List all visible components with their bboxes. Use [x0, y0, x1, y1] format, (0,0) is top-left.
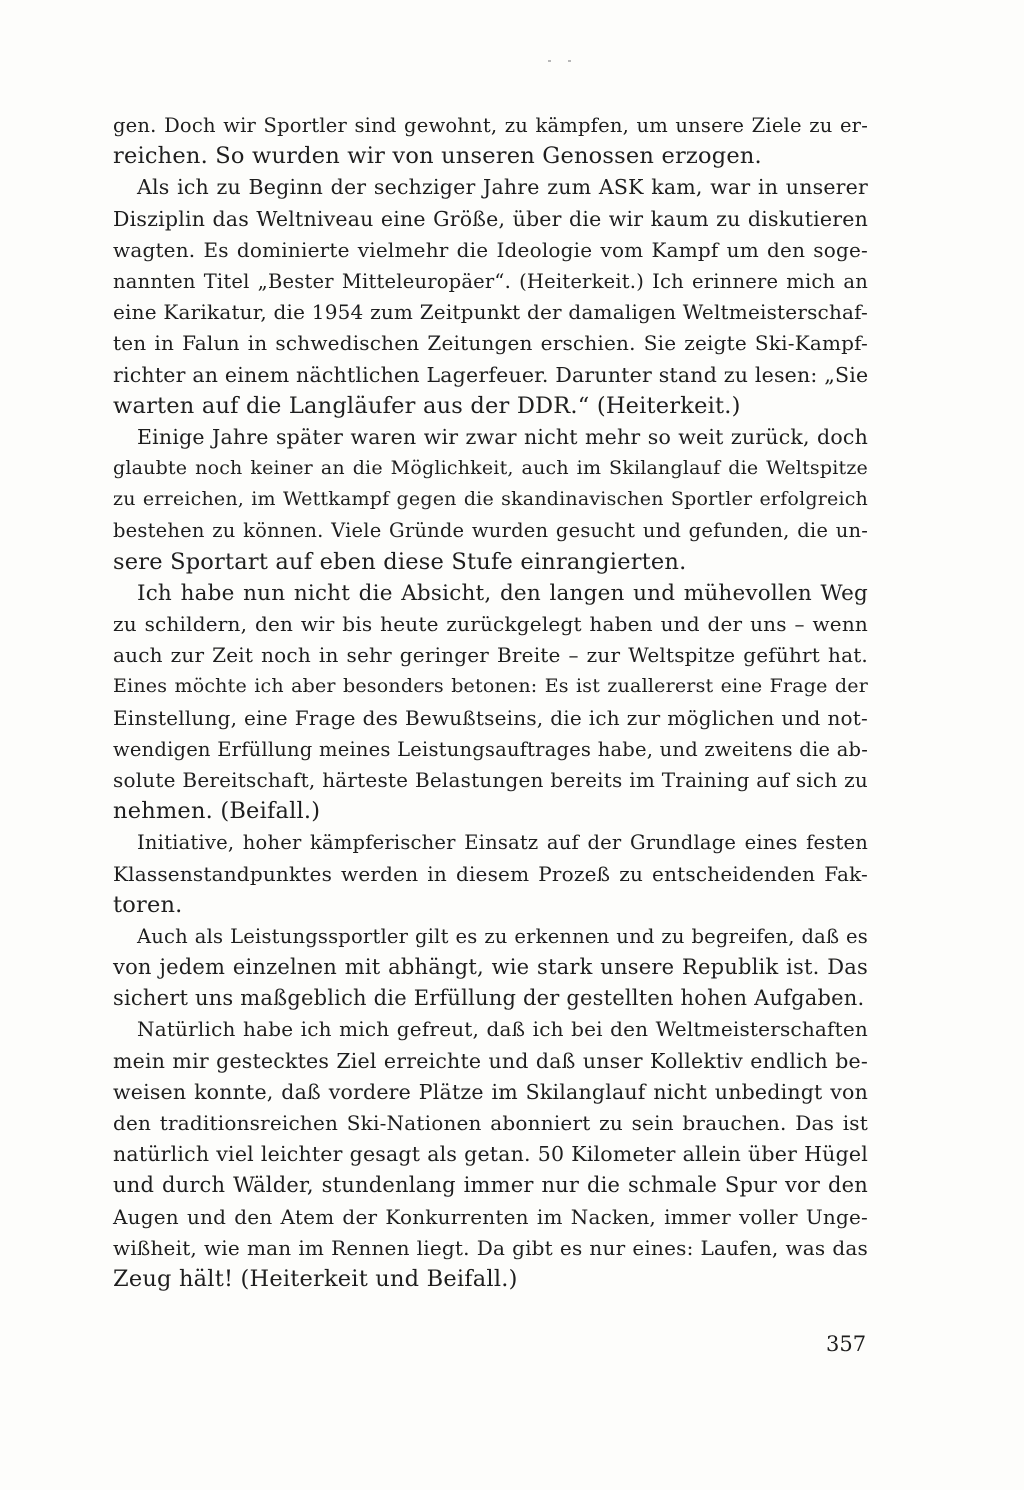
text-line: toren.: [113, 891, 183, 918]
text-line: Eines möchte ich aber besonders betonen: Es ist zuallererst eine Frage der: [113, 675, 868, 698]
text-line: Disziplin das Weltniveau eine Größe, über die wir kaum zu diskutieren: [113, 206, 868, 231]
text-line: warten auf die Langläufer aus der DDR.“ (Heiterkeit.): [113, 392, 741, 419]
text-line: eine Karikatur, die 1954 zum Zeitpunkt der damaligen Weltmeisterschaf-: [113, 300, 868, 325]
text-line: Natürlich habe ich mich gefreut, daß ich bei den Weltmeisterschaften: [137, 1017, 868, 1042]
text-line: Einige Jahre später waren wir zwar nicht mehr so weit zurück, doch: [137, 424, 868, 449]
scan-speck: [568, 60, 571, 62]
text-line: und durch Wälder, stundenlang immer nur die schmale Spur vor den: [113, 1173, 868, 1198]
text-line: bestehen zu können. Viele Gründe wurden gesucht und gefunden, die un-: [113, 519, 868, 543]
text-line: ten in Falun in schwedischen Zeitungen erschien. Sie zeigte Ski-Kampf-: [113, 331, 868, 356]
text-line: weisen konnte, daß vordere Plätze im Skilanglauf nicht unbedingt von: [113, 1079, 868, 1104]
text-line: wißheit, wie man im Rennen liegt. Da gibt es nur eines: Laufen, was das: [113, 1235, 868, 1260]
text-line: Auch als Leistungssportler gilt es zu erkennen und zu begreifen, daß es: [137, 924, 868, 948]
text-line: nannten Titel „Bester Mitteleuropäer“. (Heiterkeit.) Ich erinnere mich an: [113, 269, 868, 293]
text-line: Initiative, hoher kämpferischer Einsatz auf der Grundlage eines festen: [137, 831, 868, 855]
text-line: Augen und den Atem der Konkurrenten im Nacken, immer voller Unge-: [113, 1204, 868, 1229]
text-line: solute Bereitschaft, härteste Belastungen bereits im Training auf sich zu: [113, 767, 868, 792]
text-line: reichen. So wurden wir von unseren Genossen erzogen.: [113, 143, 762, 170]
text-line: glaubte noch keiner an die Möglichkeit, auch im Skilanglauf die Weltspitze: [113, 457, 868, 480]
body-text: [113, 110, 868, 1295]
text-line: auch zur Zeit noch in sehr geringer Breite – zur Weltspitze geführt hat.: [113, 643, 868, 668]
text-line: Als ich zu Beginn der sechziger Jahre zum ASK kam, war in unserer: [137, 175, 868, 200]
text-line: sere Sportart auf eben diese Stufe einrangierten.: [113, 548, 687, 575]
text-line: richter an einem nächtlichen Lagerfeuer. Darunter stand zu lesen: „Sie: [113, 362, 869, 387]
page-number: 357: [826, 1332, 867, 1356]
text-line: wendigen Erfüllung meines Leistungsauftrages habe, und zweitens die ab-: [113, 737, 868, 761]
text-line: von jedem einzelnen mit abhängt, wie stark unsere Republik ist. Das: [113, 955, 868, 980]
text-line: zu schildern, den wir bis heute zurückgelegt haben und der uns – wenn: [113, 612, 868, 636]
text-line: zu erreichen, im Wettkampf gegen die skandinavischen Sportler erfolgreich: [113, 488, 868, 511]
scan-speck: [548, 60, 551, 62]
text-line: Klassenstandpunktes werden in diesem Prozeß zu entscheidenden Fak-: [113, 861, 868, 886]
text-line: Ich habe nun nicht die Absicht, den langen und mühevollen Weg: [137, 580, 868, 606]
text-line: den traditionsreichen Ski-Nationen abonniert zu sein brauchen. Das ist: [113, 1111, 868, 1135]
text-line: nehmen. (Beifall.): [113, 798, 321, 825]
text-line: mein mir gestecktes Ziel erreichte und daß unser Kollektiv endlich be-: [113, 1048, 868, 1073]
text-line: natürlich viel leichter gesagt als getan. 50 Kilometer allein über Hügel: [113, 1142, 868, 1167]
text-line: gen. Doch wir Sportler sind gewohnt, zu kämpfen, um unsere Ziele zu er-: [113, 114, 868, 137]
text-line: Einstellung, eine Frage des Bewußtseins, die ich zur möglichen und not-: [113, 705, 868, 730]
text-line: Zeug hält! (Heiterkeit und Beifall.): [113, 1265, 518, 1292]
text-line: sichert uns maßgeblich die Erfüllung der gestellten hohen Aufgaben.: [113, 986, 865, 1011]
text-line: wagten. Es dominierte vielmehr die Ideologie vom Kampf um den soge-: [113, 237, 868, 262]
